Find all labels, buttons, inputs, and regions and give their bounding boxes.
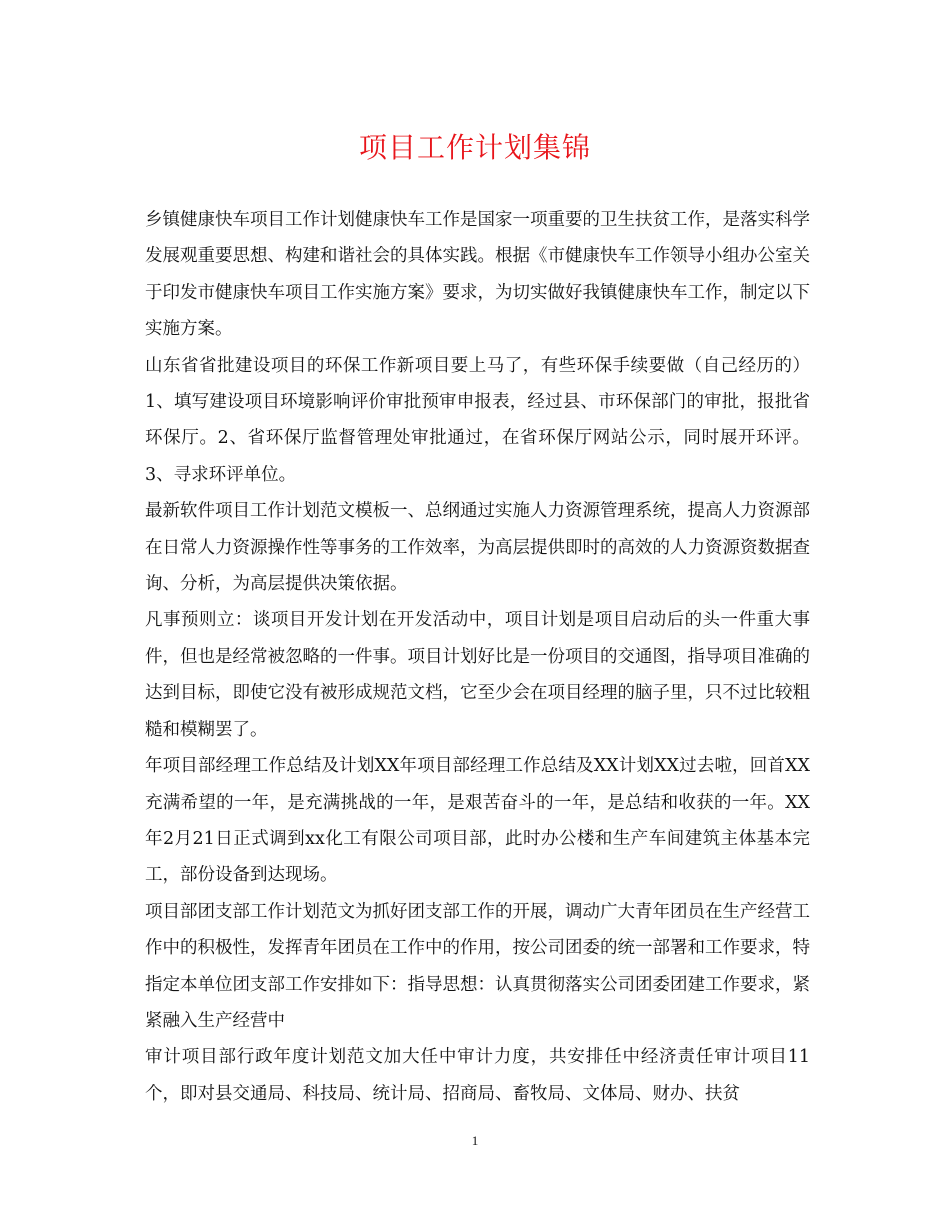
paragraph-1: 乡镇健康快车项目工作计划健康快车工作是国家一项重要的卫生扶贫工作，是落实科学发展观重要思想、构建和谐社会的具体实践。根据《市健康快车工作领导小组办公室关于印发市健康快车项目工作实施方案》要求，为切实做好我镇健康快车工作，制定以下实施方案。 [145,210,810,340]
paragraph-2: 山东省省批建设项目的环保工作新项目要上马了，有些环保手续要做（自己经历的）1、填写建设项目环境影响评价审批预审申报表，经过县、市环保部门的审批，报批省环保厅。2、省环保厅监督管理处审批通过，在省环保厅网站公示，同时展开环评。3、寻求环评单位。 [145,355,810,485]
document-title: 项目工作计划集锦 [358,131,591,164]
page-number: 1 [471,1133,479,1148]
paragraph-5: 年项目部经理工作总结及计划XX年项目部经理工作总结及XX计划XX过去啦，回首XX充满希望的一年，是充满挑战的一年，是艰苦奋斗的一年，是总结和收获的一年。XX年2月21日正式调到xx化工有限公司项目部，此时办公楼和生产车间建筑主体基本完工，部份设备到达现场。 [145,756,810,886]
paragraph-7: 审计项目部行政年度计划范文加大任中审计力度，共安排任中经济责任审计项目11个，即对县交通局、科技局、统计局、招商局、畜牧局、文体局、财办、扶贫 [145,1047,810,1104]
paragraph-6: 项目部团支部工作计划范文为抓好团支部工作的开展，调动广大青年团员在生产经营工作中的积极性，发挥青年团员在工作中的作用，按公司团委的统一部署和工作要求，特指定本单位团支部工作安排如下：指导思想：认真贯彻落实公司团委团建工作要求，紧紧融入生产经营中 [145,901,810,1031]
paragraph-4: 凡事预则立：谈项目开发计划在开发活动中，项目计划是项目启动后的头一件重大事件，但也是经常被忽略的一件事。项目计划好比是一份项目的交通图，指导项目准确的达到目标，即使它没有被形成规范文档，它至少会在项目经理的脑子里，只不过比较粗糙和模糊罢了。 [145,610,810,740]
paragraph-3: 最新软件项目工作计划范文模板一、总纲通过实施人力资源管理系统，提高人力资源部在日常人力资源操作性等事务的工作效率，为高层提供即时的高效的人力资源资数据查询、分析，为高层提供决策依据。 [145,501,810,595]
document-body [145,202,810,1112]
